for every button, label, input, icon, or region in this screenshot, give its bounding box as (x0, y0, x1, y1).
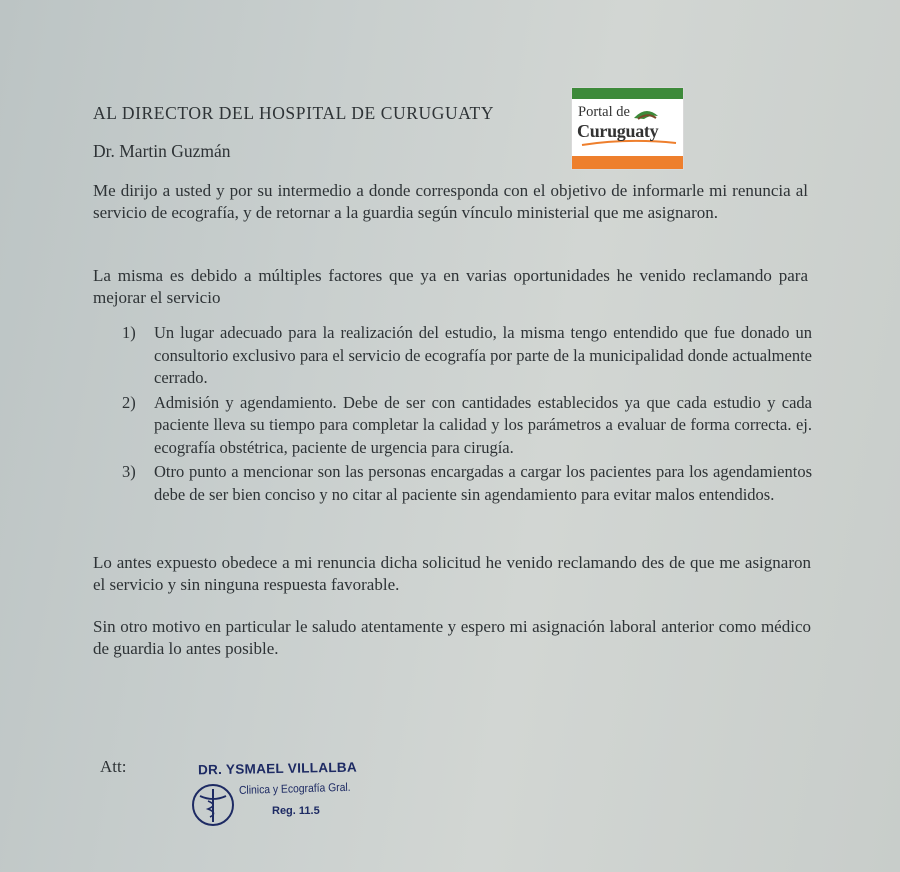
caduceus-icon (190, 782, 236, 828)
paragraph-intro: Me dirijo a usted y por su intermedio a donde corresponda con el objetivo de informarle mi renuncia al servicio de ecografía, y de retornar a la guardia según vínculo ministerial que me asignaron. (93, 181, 808, 222)
portal-curuguaty-logo (571, 87, 684, 170)
logo-line-2: Curuguaty (577, 121, 659, 141)
paragraph-closing: Sin otro motivo en particular le saludo atentamente y espero mi asignación laboral anterior como médico de guardia lo antes posible. (93, 617, 811, 658)
paragraph-statement: Lo antes expuesto obedece a mi renuncia dicha solicitud he venido reclamando des de que me asignaron el servicio y sin ninguna respuesta favorable. (93, 553, 811, 594)
paragraph-reasons: La misma es debido a múltiples factores que ya en varias oportunidades he venido reclamando para mejorar el servicio (93, 266, 808, 307)
reasons-list (122, 322, 812, 508)
list-item-text: Admisión y agendamiento. Debe de ser con cantidades establecidos ya que cada estudio y cada paciente lleva su tiempo para completar la calidad y los parámetros a evaluar de forma correcta. ej. ecografía obstétrica, paciente de urgencia para cirugía. (154, 392, 812, 457)
list-item-number: 1) (122, 323, 136, 342)
list-item (122, 392, 812, 460)
attention-label: Att: (100, 757, 127, 776)
stamp-specialty: Clinica y Ecografía Gral. (238, 781, 351, 797)
doctor-stamp (190, 758, 380, 830)
list-item-number: 3) (122, 462, 136, 481)
stamp-registration: Reg. 11.5 (272, 805, 320, 817)
letter-heading: AL DIRECTOR DEL HOSPITAL DE CURUGUATY (93, 103, 495, 123)
list-item-text: Un lugar adecuado para la realización del estudio, la misma tengo entendido que fue donado un consultorio exclusivo para el servicio de ecografía por parte de la municipalidad donde actualmente cerrado. (154, 323, 812, 387)
stamp-name: DR. YSMAEL VILLALBA (197, 759, 358, 778)
list-item (122, 461, 812, 506)
list-item-text: Otro punto a mencionar son las personas encargadas a cargar los pacientes para los agendamientos debe de ser bien conciso y no citar al paciente sin agendamiento para evitar malos entendidos. (154, 462, 812, 504)
logo-line-1: Portal de (578, 104, 630, 120)
list-item (122, 322, 812, 390)
letter-addressee: Dr. Martin Guzmán (93, 141, 231, 161)
list-item-number: 2) (122, 392, 136, 412)
logo-bottom-band (572, 156, 683, 169)
